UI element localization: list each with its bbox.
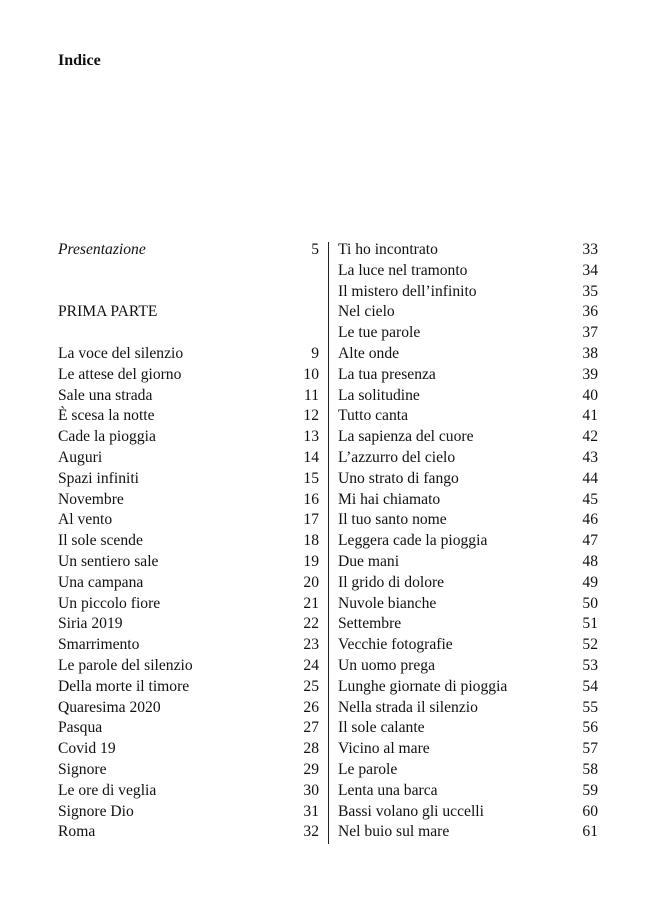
toc-entry (58, 531, 319, 552)
toc-entry-page: 43 (582, 448, 598, 466)
toc-entry (338, 323, 598, 344)
toc-entry-title: La voce del silenzio (58, 344, 184, 362)
toc-entry-title: Bassi volano gli uccelli (338, 802, 484, 820)
toc-entry-page: 55 (582, 698, 598, 716)
toc-entry-page: 14 (303, 448, 319, 466)
toc-entry (338, 698, 598, 719)
toc-entry-page: 49 (582, 573, 598, 591)
toc-entry-title: Mi hai chiamato (338, 490, 441, 508)
toc-entry-title: Cade la pioggia (58, 428, 156, 446)
toc-entry-page: 19 (303, 552, 319, 570)
toc-entry (58, 698, 319, 719)
toc-entry-title: Il tuo santo nome (338, 511, 447, 529)
toc-entry-title: Un piccolo fiore (58, 594, 161, 612)
toc-entry-title: Al vento (58, 511, 113, 529)
toc-entry-page: 54 (582, 677, 598, 695)
toc-entry-title: Della morte il timore (58, 677, 190, 695)
toc-entry (338, 510, 598, 531)
toc-entry-title: Tutto canta (338, 407, 409, 425)
toc-entry-page: 22 (303, 615, 319, 633)
toc-entry-title: Spazi infiniti (58, 469, 139, 487)
toc-entry-title: Vicino al mare (338, 740, 430, 758)
toc-entry-page: 13 (303, 428, 319, 446)
toc-entry (58, 822, 319, 843)
toc-entry-page: 44 (582, 469, 598, 487)
toc-entry-page: 48 (582, 552, 598, 570)
toc-entry-page: 60 (582, 802, 598, 820)
toc-entry-page: 21 (303, 594, 319, 612)
toc-entry (338, 365, 598, 386)
toc-entry-title: Le attese del giorno (58, 365, 182, 383)
toc-entry-title: Due mani (338, 552, 400, 570)
toc-entry-page: 9 (311, 344, 319, 362)
toc-entry (58, 510, 319, 531)
toc-entry-title: Un sentiero sale (58, 552, 159, 570)
toc-entry-page: 36 (582, 303, 598, 321)
toc-entry-title: La tua presenza (338, 365, 436, 383)
toc-entry (58, 781, 319, 802)
toc-entry-page: 30 (303, 781, 319, 799)
toc-right-column (338, 240, 598, 843)
toc-entry-page: 38 (582, 344, 598, 362)
toc-entry-title: Nuvole bianche (338, 594, 437, 612)
toc-entry-page: 31 (303, 802, 319, 820)
toc-entry-page: 25 (303, 677, 319, 695)
toc-entry-page: 5 (311, 241, 319, 258)
toc-entry (338, 469, 598, 490)
toc-entry (338, 302, 598, 323)
toc-entry-title: Un uomo prega (338, 656, 436, 674)
toc-entry (58, 656, 319, 677)
toc-entry-page: 50 (582, 594, 598, 612)
toc-entry-title: Auguri (58, 448, 103, 466)
toc-entry-title: Covid 19 (58, 740, 116, 758)
toc-entry-intro (58, 240, 319, 261)
toc-entry-page: 42 (582, 428, 598, 446)
toc-entry-title: Ti ho incontrato (338, 241, 438, 258)
toc-entry-title: Leggera cade la pioggia (338, 532, 488, 550)
toc-entry-page: 56 (582, 719, 598, 737)
toc-entry-page: 57 (582, 740, 598, 758)
column-divider (328, 242, 329, 844)
toc-entry-title: Vecchie fotografie (338, 636, 453, 654)
toc-entry-title: Novembre (58, 490, 124, 508)
toc-entry-page: 39 (582, 365, 598, 383)
toc-entry (338, 760, 598, 781)
toc-entry-page: 46 (582, 511, 598, 529)
toc-entry-title: Presentazione (58, 241, 146, 258)
toc-entry-title: È scesa la notte (58, 407, 155, 425)
toc-entry-page: 45 (582, 490, 598, 508)
toc-entry (58, 760, 319, 781)
toc-entry-page: 27 (303, 719, 319, 737)
toc-entry (338, 490, 598, 511)
toc-entry-title: Siria 2019 (58, 615, 123, 633)
toc-entry-title: Roma (58, 823, 96, 841)
toc-entry (338, 531, 598, 552)
toc-entry (58, 739, 319, 760)
page-title: Indice (58, 52, 101, 69)
toc-entry-title: Una campana (58, 573, 144, 591)
toc-entry-page: 51 (582, 615, 598, 633)
toc-left-list (58, 344, 319, 843)
toc-entry (338, 386, 598, 407)
toc-entry (58, 490, 319, 511)
toc-entry-page: 29 (303, 760, 319, 778)
toc-entry (58, 594, 319, 615)
toc-entry (58, 718, 319, 739)
toc-entry-page: 12 (303, 407, 319, 425)
toc-entry (58, 427, 319, 448)
toc-entry-page: 16 (303, 490, 319, 508)
toc-entry-title: Smarrimento (58, 636, 140, 654)
toc-entry (338, 282, 598, 303)
toc-entry-page: 47 (582, 532, 598, 550)
toc-entry (58, 365, 319, 386)
toc-entry (58, 614, 319, 635)
toc-entry-title: Le tue parole (338, 324, 421, 342)
toc-entry-title: Il grido di dolore (338, 573, 445, 591)
toc-entry-page: 17 (303, 511, 319, 529)
toc-entry-page: 34 (582, 261, 598, 279)
toc-entry-page: 40 (582, 386, 598, 404)
toc-entry (58, 448, 319, 469)
toc-entry-title: Signore (58, 760, 107, 778)
toc-entry (338, 240, 598, 261)
toc-entry-page: 35 (582, 282, 598, 300)
toc-entry (58, 573, 319, 594)
toc-entry-title: Lunghe giornate di pioggia (338, 677, 508, 695)
toc-entry-page: 23 (303, 636, 319, 654)
toc-entry (338, 781, 598, 802)
toc-entry-title: Pasqua (58, 719, 103, 737)
toc-entry-page: 32 (303, 823, 319, 841)
toc-entry (338, 261, 598, 282)
section-heading: PRIMA PARTE (58, 303, 158, 321)
toc-entry-page: 59 (582, 781, 598, 799)
toc-entry (338, 802, 598, 823)
toc-entry-page: 26 (303, 698, 319, 716)
toc-entry (58, 469, 319, 490)
toc-entry-page: 58 (582, 760, 598, 778)
toc-entry-page: 33 (582, 241, 598, 258)
toc-entry-title: Il sole scende (58, 532, 143, 550)
toc-entry (338, 739, 598, 760)
toc-entry (338, 573, 598, 594)
toc-entry-title: Sale una strada (58, 386, 153, 404)
toc-entry (338, 677, 598, 698)
toc-entry (338, 594, 598, 615)
toc-entry (338, 448, 598, 469)
toc-entry-page: 28 (303, 740, 319, 758)
toc-entry (338, 656, 598, 677)
toc-entry (58, 677, 319, 698)
toc-entry-title: Nel cielo (338, 303, 395, 321)
toc-entry (58, 552, 319, 573)
toc-entry (338, 614, 598, 635)
toc-entry (58, 635, 319, 656)
toc-entry-page: 61 (582, 823, 598, 841)
toc-entry-page: 11 (303, 386, 319, 404)
toc-entry-title: La luce nel tramonto (338, 261, 468, 279)
toc-entry-page: 10 (303, 365, 319, 383)
toc-entry (338, 822, 598, 843)
toc-entry-page: 41 (582, 407, 598, 425)
toc-entry (338, 344, 598, 365)
toc-entry-title: Nella strada il silenzio (338, 698, 478, 716)
toc-entry-title: Nel buio sul mare (338, 823, 450, 841)
toc-entry (338, 406, 598, 427)
toc-entry-page: 18 (303, 532, 319, 550)
toc-entry-title: Il sole calante (338, 719, 425, 737)
toc-entry-page: 37 (582, 324, 598, 342)
toc-entry (338, 552, 598, 573)
toc-entry-title: Settembre (338, 615, 402, 633)
toc-entry-title: Il mistero dell’infinito (338, 282, 477, 300)
toc-entry-title: Signore Dio (58, 802, 134, 820)
toc-left-column (58, 240, 319, 843)
toc-entry (58, 386, 319, 407)
toc-entry-page: 20 (303, 573, 319, 591)
toc-right-list (338, 240, 598, 843)
toc-entry (338, 718, 598, 739)
toc-entry (58, 406, 319, 427)
toc-entry-page: 24 (303, 656, 319, 674)
toc-entry-title: Le parole (338, 760, 398, 778)
toc-entry-title: Alte onde (338, 344, 400, 362)
toc-entry-title: La sapienza del cuore (338, 428, 474, 446)
toc-entry-title: Uno strato di fango (338, 469, 459, 487)
toc-entry-title: Le ore di veglia (58, 781, 157, 799)
toc-entry-title: Lenta una barca (338, 781, 438, 799)
toc-entry-title: La solitudine (338, 386, 420, 404)
toc-entry-page: 15 (303, 469, 319, 487)
toc-entry-title: Le parole del silenzio (58, 656, 193, 674)
toc-entry (58, 802, 319, 823)
toc-entry (58, 344, 319, 365)
toc-entry-page: 52 (582, 636, 598, 654)
toc-entry-title: L’azzurro del cielo (338, 448, 456, 466)
toc-entry-page: 53 (582, 656, 598, 674)
toc-entry-title: Quaresima 2020 (58, 698, 161, 716)
toc-entry (338, 635, 598, 656)
toc-entry (338, 427, 598, 448)
